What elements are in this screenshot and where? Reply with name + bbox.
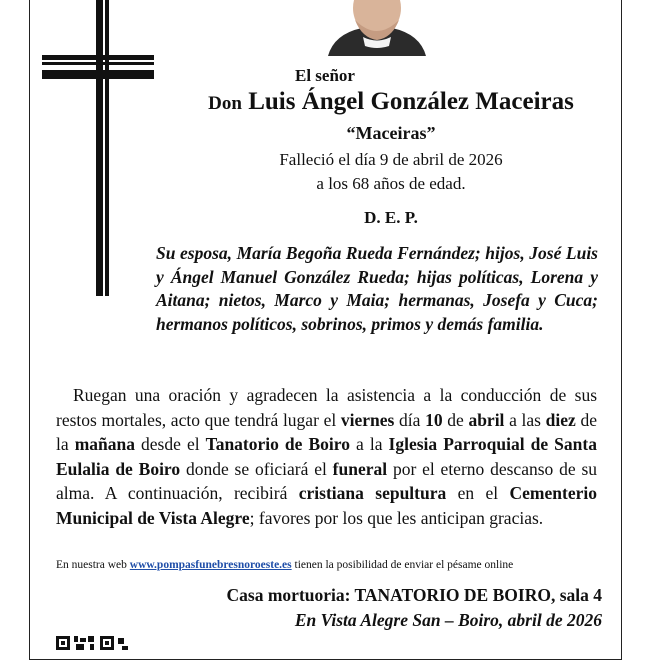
death-info [0,148,650,196]
notice-month: abril [468,409,505,430]
notice-text: de la [56,409,597,454]
notice-hour: diez [545,409,576,430]
notice-text: donde se oficiará el [180,458,333,479]
place-and-date: En Vista Alegre San – Boiro, abril de 2026 [294,610,602,630]
notice-funeral-home: Tanatorio de Boiro [205,434,350,454]
notice-cemetery: Cementerio Municipal de Vista Alegre [56,483,597,528]
notice-text: desde el [134,434,206,454]
notice-time-of-day: mañana [74,434,135,454]
notice-church: Iglesia Parroquial de Santa Eulalia de Boiro [56,434,597,479]
notice-text: de [442,409,469,430]
website-link[interactable]: www.pompasfunebresnoroeste.es [129,559,292,571]
web-prefix: En nuestra web [56,559,130,571]
deceased-name: Luis Ángel González Maceiras [248,88,574,115]
death-date: Falleció el día 9 de abril de 2026 [279,150,503,169]
deceased-name-line [0,88,650,116]
web-condolence-note [56,559,513,571]
age-at-death: a los 68 años de edad. [316,174,466,193]
notice-text: día [394,409,426,430]
notice-service: funeral [332,458,388,479]
honorific: Don [208,93,242,114]
notice-text: ; favores por los que les anticipan gracias. [249,507,544,528]
notice-day: viernes [340,409,395,430]
notice-text: a las [504,409,546,430]
deceased-photo [318,0,436,56]
funeral-home-info: Casa mortuoria: TANATORIO DE BOIRO, sala 4 [226,585,602,605]
notice-text: a la [349,434,389,454]
family-list: Su esposa, María Begoña Rueda Fernández; hijos, José Luis y Ángel Manuel González Rueda; hijas políticas, Lorena y Aitana; nietos, Marco y Maia; hermanas, Josefa y Cuca; hermanos políticos, sobrinos, primos y demás familia. [156,243,598,334]
notice-text: Ruegan una oración y agradecen la asistencia a la conducción de sus restos mortales, acto que tendrá lugar el [56,385,597,430]
web-suffix: tienen la posibilidad de enviar el pésame online [291,559,514,571]
notice-burial: cristiana sepultura [298,483,447,503]
qr-code-icon[interactable] [56,636,130,650]
notice-text: por el eterno descanso de su alma. A continuación, recibirá [56,458,598,503]
ceremony-notice [56,383,597,530]
intro-label: El señor [295,66,355,85]
deceased-nickname: “Maceiras” [346,123,436,143]
notice-text: en el [446,483,510,503]
rip-label: D. E. P. [364,208,418,227]
notice-date: 10 [425,409,443,430]
